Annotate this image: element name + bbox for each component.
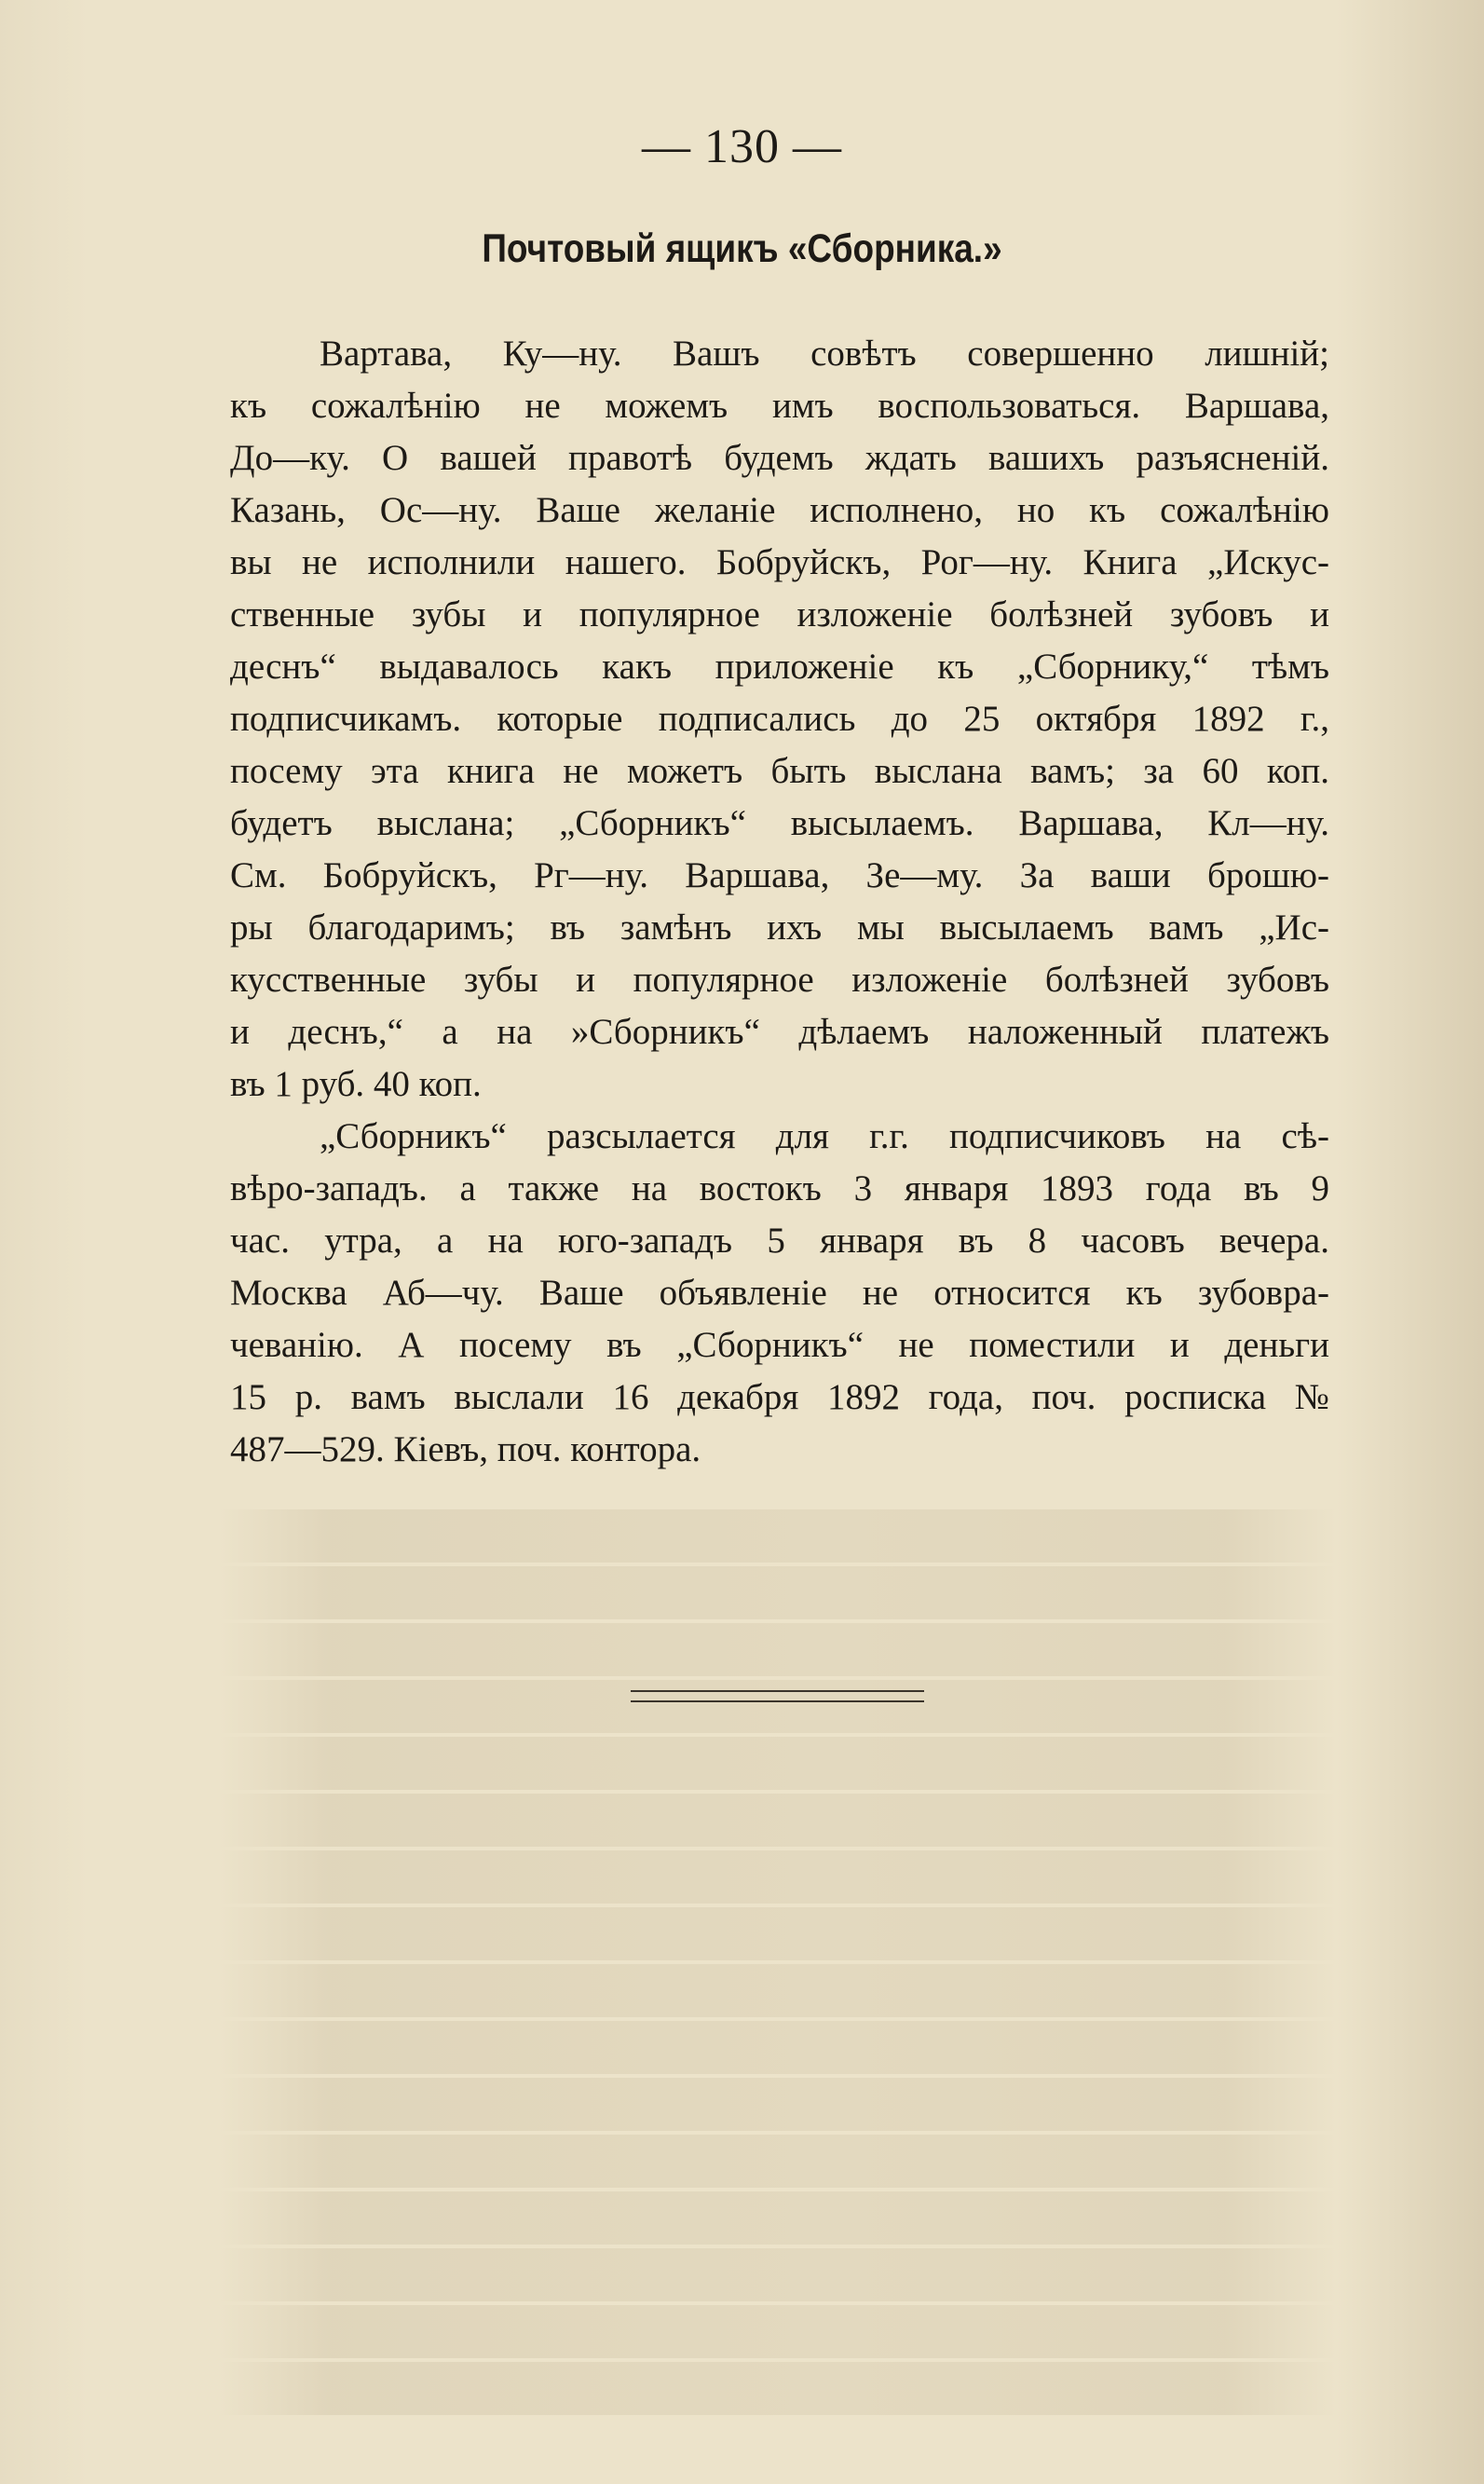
text-line: ственные зубы и популярное изложеніе болѣзней зубовъ и xyxy=(230,594,1329,635)
text-line: Москва Аб—чу. Ваше объявленіе не относится къ зубовра- xyxy=(230,1273,1329,1313)
text-line: Казань, Ос—ну. Ваше желаніе исполнено, но къ сожалѣнію xyxy=(230,490,1329,530)
text-line: См. Бобруйскъ, Рг—ну. Варшава, Зе—му. За ваши брошю- xyxy=(230,855,1329,895)
text-line: Вартава, Ку—ну. Вашъ совѣтъ совершенно лишній; xyxy=(320,334,1329,374)
text-line: будетъ выслана; „Сборникъ“ высылаемъ. Варшава, Кл—ну. xyxy=(230,803,1329,843)
text-line: кусственные зубы и популярное изложеніе болѣзней зубовъ xyxy=(230,960,1329,1000)
bleed-through-shadow xyxy=(219,1509,1337,2441)
text-line: ры благодаримъ; въ замѣнъ ихъ мы высылаемъ вамъ „Ис- xyxy=(230,908,1329,948)
text-line: посему эта книга не можетъ быть выслана вамъ; за 60 коп. xyxy=(230,751,1329,791)
text-line: деснъ“ выдавалось какъ приложеніе къ „Сборнику,“ тѣмъ xyxy=(230,647,1329,687)
text-line: вѣро-западъ. а также на востокъ 3 января 1893 года въ 9 xyxy=(230,1168,1329,1208)
page-number: — 130 — xyxy=(642,120,842,173)
section-heading: Почтовый ящикъ «Сборника.» xyxy=(482,226,1002,271)
text-line: вы не исполнили нашего. Бобруйскъ, Рог—ну. Книга „Искус- xyxy=(230,542,1329,582)
text-line: въ 1 руб. 40 коп. xyxy=(230,1064,482,1104)
text-line: 487—529. Кіевъ, поч. контора. xyxy=(230,1429,701,1469)
text-line: подписчикамъ. которые подписались до 25 октября 1892 г., xyxy=(230,699,1329,739)
text-line: час. утра, а на юго-западъ 5 января въ 8 часовъ вечера. xyxy=(230,1221,1329,1261)
text-line: чеванію. А посему въ „Сборникъ“ не поместили и деньги xyxy=(230,1325,1329,1365)
text-line: 15 р. вамъ выслали 16 декабря 1892 года, поч. росписка № xyxy=(230,1377,1329,1417)
text-line: До—ку. О вашей правотѣ будемъ ждать вашихъ разъясненій. xyxy=(230,438,1329,478)
text-line: и деснъ,“ а на »Сборникъ“ дѣлаемъ наложенный платежъ xyxy=(230,1012,1329,1052)
text-line: „Сборникъ“ разсылается для г.г. подписчиковъ на сѣ- xyxy=(320,1116,1329,1156)
text-line: къ сожалѣнію не можемъ имъ воспользоваться. Варшава, xyxy=(230,386,1329,426)
double-rule-divider xyxy=(631,1690,924,1702)
body-text xyxy=(230,328,1329,1476)
